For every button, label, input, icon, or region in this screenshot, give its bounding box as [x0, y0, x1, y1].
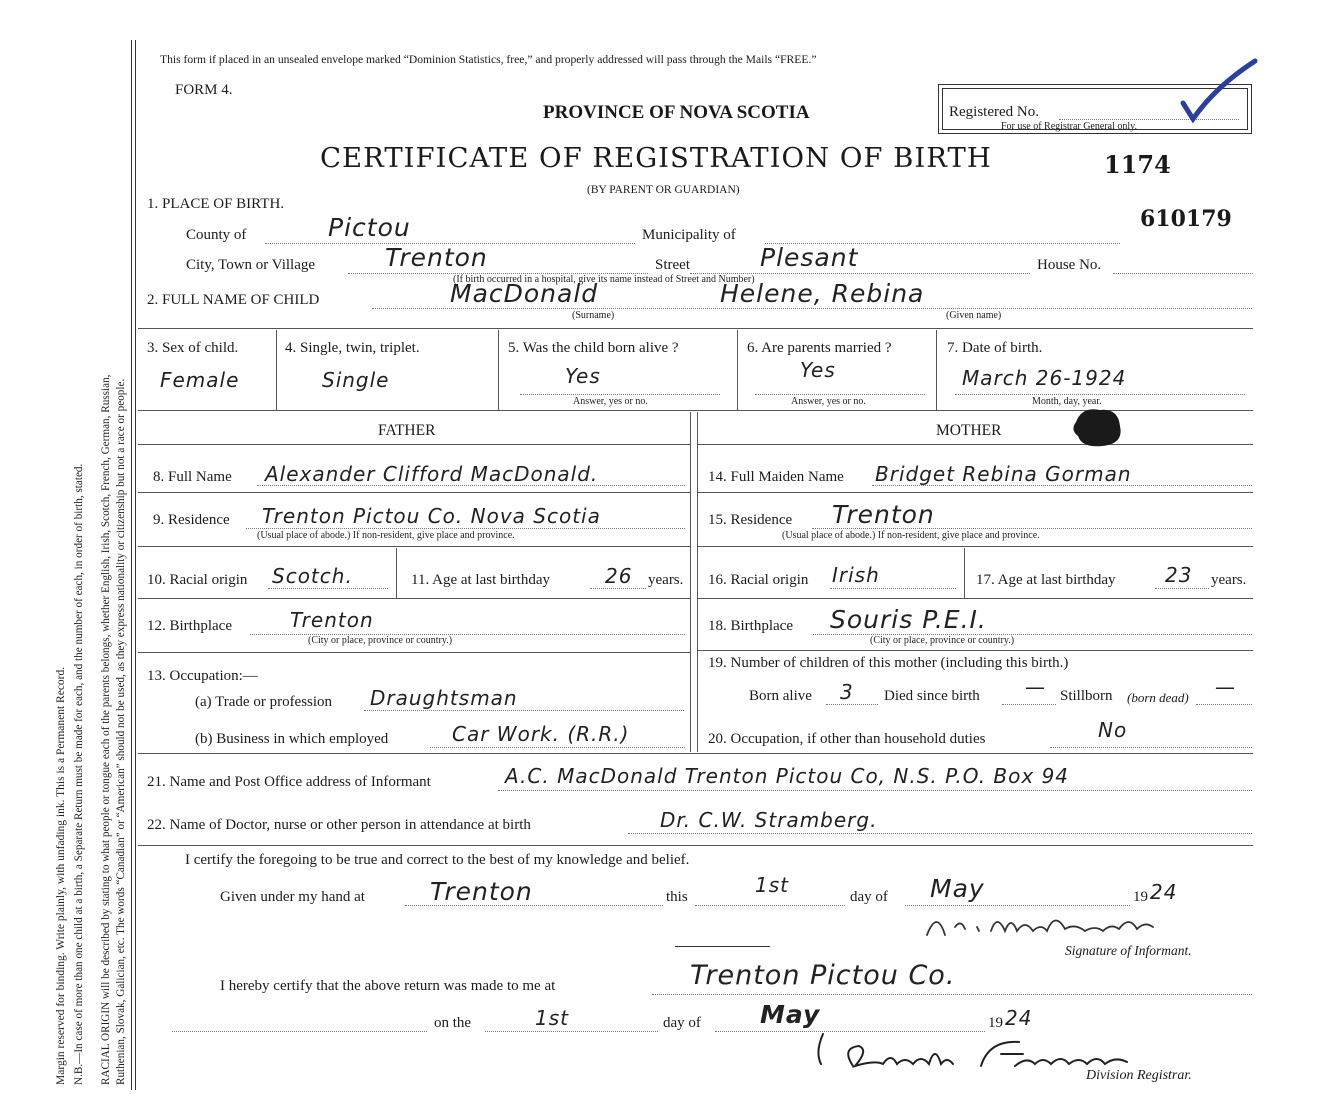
informant-signature — [915, 905, 1165, 945]
columns-bottom-rule — [138, 753, 1253, 754]
doctor-value: Dr. C.W. Stramberg. — [660, 808, 878, 832]
house-line — [1113, 273, 1253, 274]
mother-age-value: 23 — [1165, 563, 1193, 587]
father-business-value: Car Work. (R.R.) — [452, 722, 630, 746]
father-row-rule-2 — [138, 546, 690, 547]
married-line — [755, 394, 925, 395]
father-residence-note: (Usual place of abode.) If non-resident, give place and province. — [257, 530, 515, 541]
mother-row-rule-2 — [697, 546, 1253, 547]
father-heading: FATHER — [378, 422, 436, 439]
date-value: March 26-1924 — [962, 366, 1127, 390]
alive-line — [520, 394, 720, 395]
given-place-value: Trenton — [430, 877, 533, 906]
child-surname: MacDonald — [450, 279, 599, 308]
mother-occupation-value: No — [1098, 718, 1128, 742]
child-name-label: 2. FULL NAME OF CHILD — [147, 292, 320, 308]
margin-rule-outer — [131, 40, 132, 1090]
mother-occupation-label: 20. Occupation, if other than household duties — [708, 731, 986, 747]
died-label: Died since birth — [884, 688, 980, 704]
doctor-line — [628, 833, 1252, 834]
father-row-rule-1 — [138, 492, 690, 493]
father-residence-label: 9. Residence — [153, 512, 230, 528]
father-age-value: 26 — [605, 564, 633, 588]
stillborn-label: Stillborn — [1060, 688, 1113, 704]
married-label: 6. Are parents married ? — [747, 340, 892, 356]
father-race-label: 10. Racial origin — [147, 572, 248, 588]
mother-children-label: 19. Number of children of this mother (including this birth.) — [708, 655, 1069, 671]
father-trade-line — [364, 710, 684, 711]
document-subtitle: (BY PARENT OR GUARDIAN) — [587, 184, 740, 196]
father-race-value: Scotch. — [272, 564, 353, 588]
county-value: Pictou — [328, 213, 411, 242]
mother-birthplace-label: 18. Birthplace — [708, 618, 793, 634]
house-label: House No. — [1037, 257, 1102, 273]
single-value: Single — [322, 368, 390, 392]
alive-label: 5. Was the child born alive ? — [508, 340, 679, 356]
father-race-line — [268, 588, 388, 589]
mother-race-value: Irish — [832, 563, 880, 587]
father-trade-label: (a) Trade or profession — [195, 694, 333, 710]
hospital-note: (If birth occurred in a hospital, give its name instead of Street and Number) — [453, 274, 755, 285]
informant-label: 21. Name and Post Office address of Informant — [147, 774, 431, 790]
child-name-line — [372, 308, 1252, 309]
alive-note: Answer, yes or no. — [573, 396, 648, 407]
street-label: Street — [655, 257, 690, 273]
mother-residence-note: (Usual place of abode.) If non-resident, give place and province. — [782, 530, 1040, 541]
date-label: 7. Date of birth. — [947, 340, 1043, 356]
cert-year-value: 24 — [1150, 880, 1178, 904]
father-trade-value: Draughtsman — [370, 686, 518, 710]
form-number: FORM 4. — [175, 82, 233, 98]
row3-divider-3 — [737, 330, 738, 410]
father-row-rule-4 — [138, 652, 690, 653]
on-the-label: on the — [434, 1015, 472, 1031]
registrar-day-value: 1st — [535, 1006, 569, 1030]
mother-row-rule-1 — [697, 492, 1253, 493]
cert-day-value: 1st — [755, 873, 789, 897]
mother-residence-label: 15. Residence — [708, 512, 793, 528]
heading-rule-right — [697, 444, 1253, 445]
informant-signature-label: Signature of Informant. — [1065, 943, 1192, 958]
died-line — [1002, 704, 1056, 705]
father-birthplace-note: (City or place, province or country.) — [308, 635, 453, 646]
document-title: CERTIFICATE OF REGISTRATION OF BIRTH — [320, 142, 992, 174]
mother-race-divider — [964, 548, 965, 598]
mother-heading: MOTHER — [936, 422, 1002, 439]
registered-label: Registered No. — [949, 104, 1039, 120]
mother-age-line — [1155, 588, 1209, 589]
father-birthplace-label: 12. Birthplace — [147, 618, 232, 634]
father-business-label: (b) Business in which employed — [195, 731, 389, 747]
cert-year-prefix: 19 — [1133, 889, 1148, 905]
single-label: 4. Single, twin, triplet. — [285, 340, 420, 356]
checkmark-icon — [1175, 55, 1265, 135]
row3-divider-2 — [498, 330, 499, 410]
margin-note-2: N.B.—In case of more than one child at a birth, a Separate Return must be made for each, and the number of each, in order of birth, stated. — [73, 463, 85, 1085]
father-residence-value: Trenton Pictou Co. Nova Scotia — [262, 504, 601, 528]
mother-race-label: 16. Racial origin — [708, 572, 809, 588]
surname-note: (Surname) — [572, 310, 615, 321]
doctor-label: 22. Name of Doctor, nurse or other person in attendance at birth — [147, 817, 531, 833]
father-row-rule-3 — [138, 598, 690, 599]
margin-rule-inner — [135, 40, 136, 1090]
margin-note-1: Margin reserved for binding. Write plainly, with unfading ink. This is a Permanent Record. — [55, 666, 67, 1085]
top-notice: This form if placed in an unsealed envelope marked “Dominion Statistics, free,” and properly addressed will pass through the Mails “FREE.” — [160, 53, 817, 66]
registrar-year-prefix: 19 — [988, 1015, 1003, 1031]
given-under-label: Given under my hand at — [220, 889, 365, 905]
registrar-year-value: 24 — [1005, 1006, 1033, 1030]
father-name-value: Alexander Clifford MacDonald. — [265, 462, 599, 486]
separator-rule — [675, 946, 770, 947]
given-note: (Given name) — [946, 310, 1002, 321]
row3-divider-4 — [936, 330, 937, 410]
stillborn-line — [1196, 704, 1252, 705]
certify-statement: I certify the foregoing to be true and correct to the best of my knowledge and belief. — [185, 852, 690, 868]
doctor-bottom-rule — [138, 845, 1253, 846]
registrar-place-value: Trenton Pictou Co. — [690, 960, 956, 991]
row3-top-rule — [138, 328, 1253, 329]
row3-divider-1 — [276, 330, 277, 410]
cert-month-value: May — [930, 874, 985, 903]
street-value: Plesant — [760, 243, 859, 272]
mother-race-line — [830, 588, 956, 589]
mother-occupation-line — [1050, 747, 1252, 748]
mother-years: years. — [1211, 572, 1247, 588]
father-residence-line — [246, 528, 685, 529]
father-years: years. — [648, 572, 684, 588]
stillborn-note: (born dead) — [1127, 690, 1189, 705]
city-label: City, Town or Village — [186, 257, 316, 273]
father-age-label: 11. Age at last birthday — [411, 572, 550, 588]
alive-value: Yes — [565, 364, 601, 388]
place-heading: 1. PLACE OF BIRTH. — [147, 196, 285, 212]
married-value: Yes — [800, 358, 836, 382]
registrar-day-line — [485, 1031, 658, 1032]
father-age-line — [590, 588, 646, 589]
province-heading: PROVINCE OF NOVA SCOTIA — [543, 102, 810, 123]
margin-note-4: Ruthenian, Slovak, Galician, etc. The words “Canadian” or “American” should not be used, as they express nationality or citizenship but not a race or people. — [115, 378, 127, 1085]
county-label: County of — [186, 227, 247, 243]
registrar-statement: I hereby certify that the above return was made to me at — [220, 978, 556, 994]
registered-note: For use of Registrar General only. — [1001, 121, 1137, 132]
division-registrar-label: Division Registrar. — [1086, 1068, 1192, 1083]
cert-day-of-label: day of — [850, 889, 888, 905]
informant-value: A.C. MacDonald Trenton Pictou Co, N.S. P.O. Box 94 — [505, 764, 1070, 788]
born-alive-label: Born alive — [749, 688, 812, 704]
ink-blot — [1068, 402, 1128, 452]
mother-age-label: 17. Age at last birthday — [976, 572, 1116, 588]
father-occupation-label: 13. Occupation:— — [147, 668, 258, 684]
column-divider-right — [697, 412, 698, 752]
cert-day-line — [695, 905, 845, 906]
this-label: this — [666, 889, 688, 905]
mother-name-value: Bridget Rebina Gorman — [875, 462, 1132, 486]
sex-label: 3. Sex of child. — [147, 340, 239, 356]
child-given-name: Helene, Rebina — [720, 279, 925, 308]
married-note: Answer, yes or no. — [791, 396, 866, 407]
registrar-day-of-label: day of — [663, 1015, 701, 1031]
born-alive-line — [826, 704, 878, 705]
father-birthplace-value: Trenton — [290, 608, 374, 632]
column-divider-left — [690, 412, 691, 752]
father-name-label: 8. Full Name — [153, 469, 232, 485]
stillborn-value: — — [1215, 675, 1236, 699]
died-value: — — [1025, 675, 1046, 699]
cert-number: 610179 — [1140, 206, 1232, 232]
mother-name-label: 14. Full Maiden Name — [708, 469, 844, 485]
mother-birthplace-note: (City or place, province or country.) — [870, 635, 1015, 646]
sex-value: Female — [160, 368, 240, 392]
mother-birthplace-value: Souris P.E.I. — [830, 605, 987, 634]
date-line — [955, 394, 1245, 395]
heading-rule-left — [138, 444, 690, 445]
registrar-lead-line — [172, 1031, 427, 1032]
father-race-divider — [396, 548, 397, 598]
title-number: 1174 — [1104, 150, 1171, 179]
father-business-line — [430, 747, 685, 748]
born-alive-value: 3 — [840, 680, 854, 704]
mother-row-rule-3 — [697, 598, 1253, 599]
mother-residence-value: Trenton — [832, 500, 935, 529]
date-note: Month, day, year. — [1032, 396, 1102, 407]
margin-note-3: RACIAL ORIGIN will be described by stating to what people or tongue each of the parents belongs, whether English, Irish, Scotch, French, German, Russian, — [100, 374, 112, 1085]
municipality-label: Municipality of — [642, 227, 736, 243]
mother-row-rule-4 — [697, 650, 1253, 651]
city-value: Trenton — [385, 243, 488, 272]
registrar-place-line — [652, 994, 1252, 995]
registrar-month-value: May — [760, 1000, 821, 1029]
informant-line — [498, 790, 1252, 791]
